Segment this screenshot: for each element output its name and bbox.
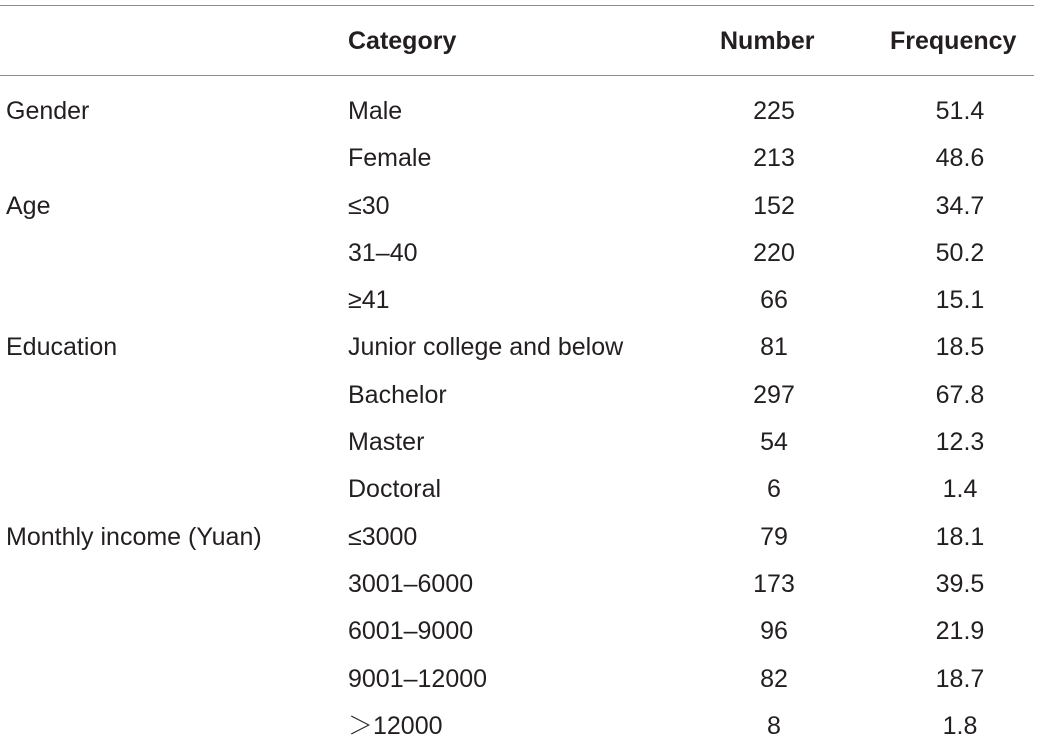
table-row (0, 467, 1040, 514)
header-frequency: Frequency (890, 27, 1017, 55)
header-number: Number (720, 27, 815, 55)
table-row (0, 562, 1040, 609)
cell-category: Male (348, 97, 403, 125)
table-row (0, 278, 1040, 325)
cell-category: ＞12000 (348, 711, 443, 740)
cell-frequency: 50.2 (935, 238, 985, 267)
table-row (0, 515, 1040, 562)
cell-category: 6001–9000 (348, 617, 474, 646)
cell-category: Bachelor (348, 380, 447, 409)
table-row (0, 231, 1040, 278)
cell-number: 96 (760, 617, 788, 646)
cell-frequency: 34.7 (935, 191, 985, 220)
cell-number: 225 (753, 97, 795, 125)
cell-frequency: 15.1 (935, 286, 985, 315)
cell-variable: Gender (6, 97, 90, 125)
cell-number: 6 (767, 475, 781, 504)
cell-category: ≥41 (348, 286, 390, 315)
cell-category: 31–40 (348, 238, 418, 267)
cell-variable: Monthly income (Yuan) (6, 522, 262, 551)
cell-category: 9001–12000 (348, 664, 488, 693)
cell-frequency: 1.4 (942, 475, 978, 504)
table-row (0, 373, 1040, 420)
cell-category: ≤3000 (348, 522, 418, 551)
table-row (0, 420, 1040, 467)
cell-frequency: 18.1 (935, 522, 985, 551)
cell-number: 8 (767, 711, 781, 740)
cell-frequency: 12.3 (935, 428, 985, 457)
cell-frequency: 21.9 (935, 617, 985, 646)
table-top-rule (0, 5, 1034, 6)
cell-number: 54 (760, 428, 788, 457)
cell-frequency: 67.8 (935, 380, 985, 409)
cell-frequency: 51.4 (935, 97, 985, 125)
cell-number: 81 (760, 333, 788, 362)
cell-number: 220 (753, 238, 795, 267)
cell-category: 3001–6000 (348, 569, 474, 598)
cell-frequency: 48.6 (935, 144, 985, 173)
cell-number: 297 (753, 380, 795, 409)
cell-variable: Education (6, 333, 118, 362)
cell-frequency: 18.5 (935, 333, 985, 362)
table-row (0, 89, 1040, 136)
header-rule (0, 75, 1034, 76)
table-row (0, 136, 1040, 183)
cell-category: Female (348, 144, 432, 173)
table-row (0, 325, 1040, 372)
cell-number: 152 (753, 191, 795, 220)
cell-frequency: 1.8 (942, 711, 978, 740)
cell-number: 82 (760, 664, 788, 693)
cell-frequency: 18.7 (935, 664, 985, 693)
cell-category: Master (348, 428, 425, 457)
cell-number: 79 (760, 522, 788, 551)
cell-number: 173 (753, 569, 795, 598)
cell-number: 66 (760, 286, 788, 315)
header-category: Category (348, 27, 457, 55)
cell-frequency: 39.5 (935, 569, 985, 598)
cell-category: Junior college and below (348, 333, 624, 362)
table-row (0, 657, 1040, 704)
table-row (0, 184, 1040, 231)
cell-variable: Age (6, 191, 51, 220)
cell-category: Doctoral (348, 475, 442, 504)
table-body (0, 89, 1040, 751)
cell-number: 213 (753, 144, 795, 173)
cell-category: ≤30 (348, 191, 390, 220)
table-row (0, 609, 1040, 656)
